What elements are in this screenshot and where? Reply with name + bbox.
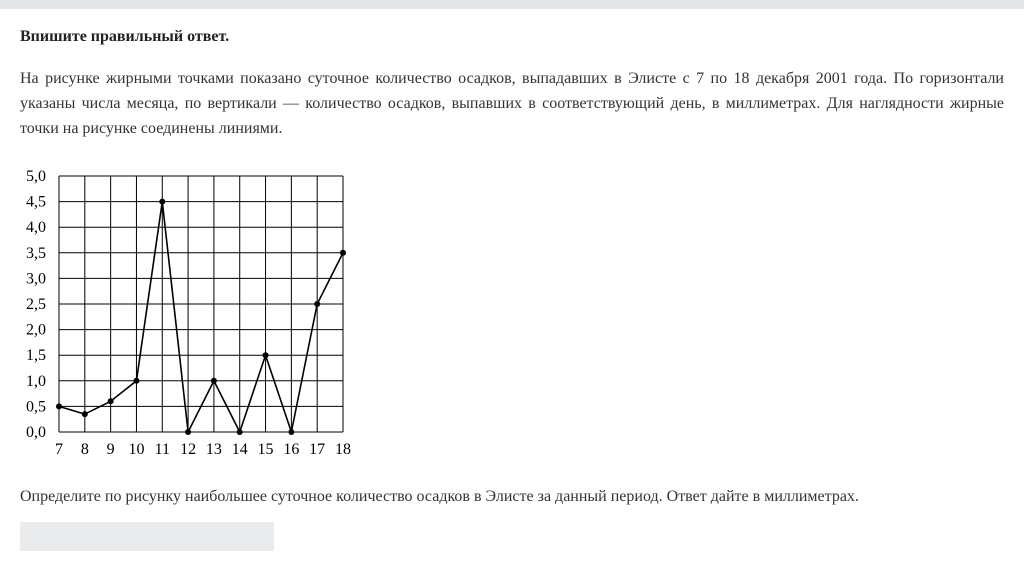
y-tick-label: 0,0 [26, 424, 46, 441]
x-tick-label: 12 [180, 441, 197, 458]
y-tick-label: 2,0 [26, 321, 46, 339]
data-point [56, 403, 62, 409]
y-tick-label: 5,0 [26, 168, 46, 185]
x-axis-ticks [55, 441, 351, 458]
data-point [185, 429, 191, 435]
y-tick-label: 2,5 [26, 296, 46, 313]
x-tick-label: 11 [154, 441, 170, 458]
x-tick-label: 15 [257, 441, 274, 458]
x-tick-label: 8 [80, 441, 89, 458]
data-point [288, 429, 294, 435]
y-tick-label: 3,0 [26, 270, 46, 288]
y-tick-label: 4,5 [26, 193, 46, 211]
data-point [314, 301, 320, 307]
x-tick-label: 7 [55, 441, 63, 458]
data-point [108, 398, 114, 404]
y-tick-label: 1,5 [26, 347, 46, 365]
data-point [211, 378, 217, 384]
x-tick-label: 18 [335, 441, 351, 458]
top-bar [0, 0, 1024, 9]
task-text: На рисунке жирными точками показано суточное количество осадков, выпадавших в Элисте с 7 по 18 декабря 2001 года. По горизонтали указаны числа месяца, по вертикали — количество осадков, выпавших в соответствующий день, в миллиметрах. Для наглядности жирные точки на рисунке соединены линиями. [20, 70, 1004, 137]
data-point [133, 378, 139, 384]
y-tick-label: 4,0 [26, 219, 46, 237]
x-tick-label: 13 [205, 441, 222, 458]
answer-input[interactable] [20, 522, 274, 551]
data-point [237, 429, 243, 435]
series-line [59, 202, 343, 432]
precipitation-chart [20, 164, 360, 464]
data-point [263, 352, 269, 358]
chart-grid [59, 176, 343, 432]
question-text: Определите по рисунку наибольшее суточное количество осадков в Элисте за данный период. Ответ дайте в миллиметрах. [20, 488, 859, 505]
y-tick-label: 3,5 [26, 244, 46, 262]
x-tick-label: 16 [283, 441, 300, 458]
y-tick-label: 1,0 [26, 372, 46, 390]
y-axis-ticks [26, 168, 46, 441]
y-tick-label: 0,5 [26, 398, 46, 416]
task-header: Впишите правильный ответ. [20, 28, 230, 45]
chart-points [56, 199, 346, 435]
x-tick-label: 17 [309, 441, 326, 458]
data-point [82, 411, 88, 417]
x-tick-label: 14 [231, 441, 248, 458]
data-point [340, 250, 346, 256]
x-tick-label: 10 [128, 441, 145, 458]
x-tick-label: 9 [106, 441, 115, 458]
data-point [159, 199, 165, 205]
chart-series [59, 202, 343, 432]
